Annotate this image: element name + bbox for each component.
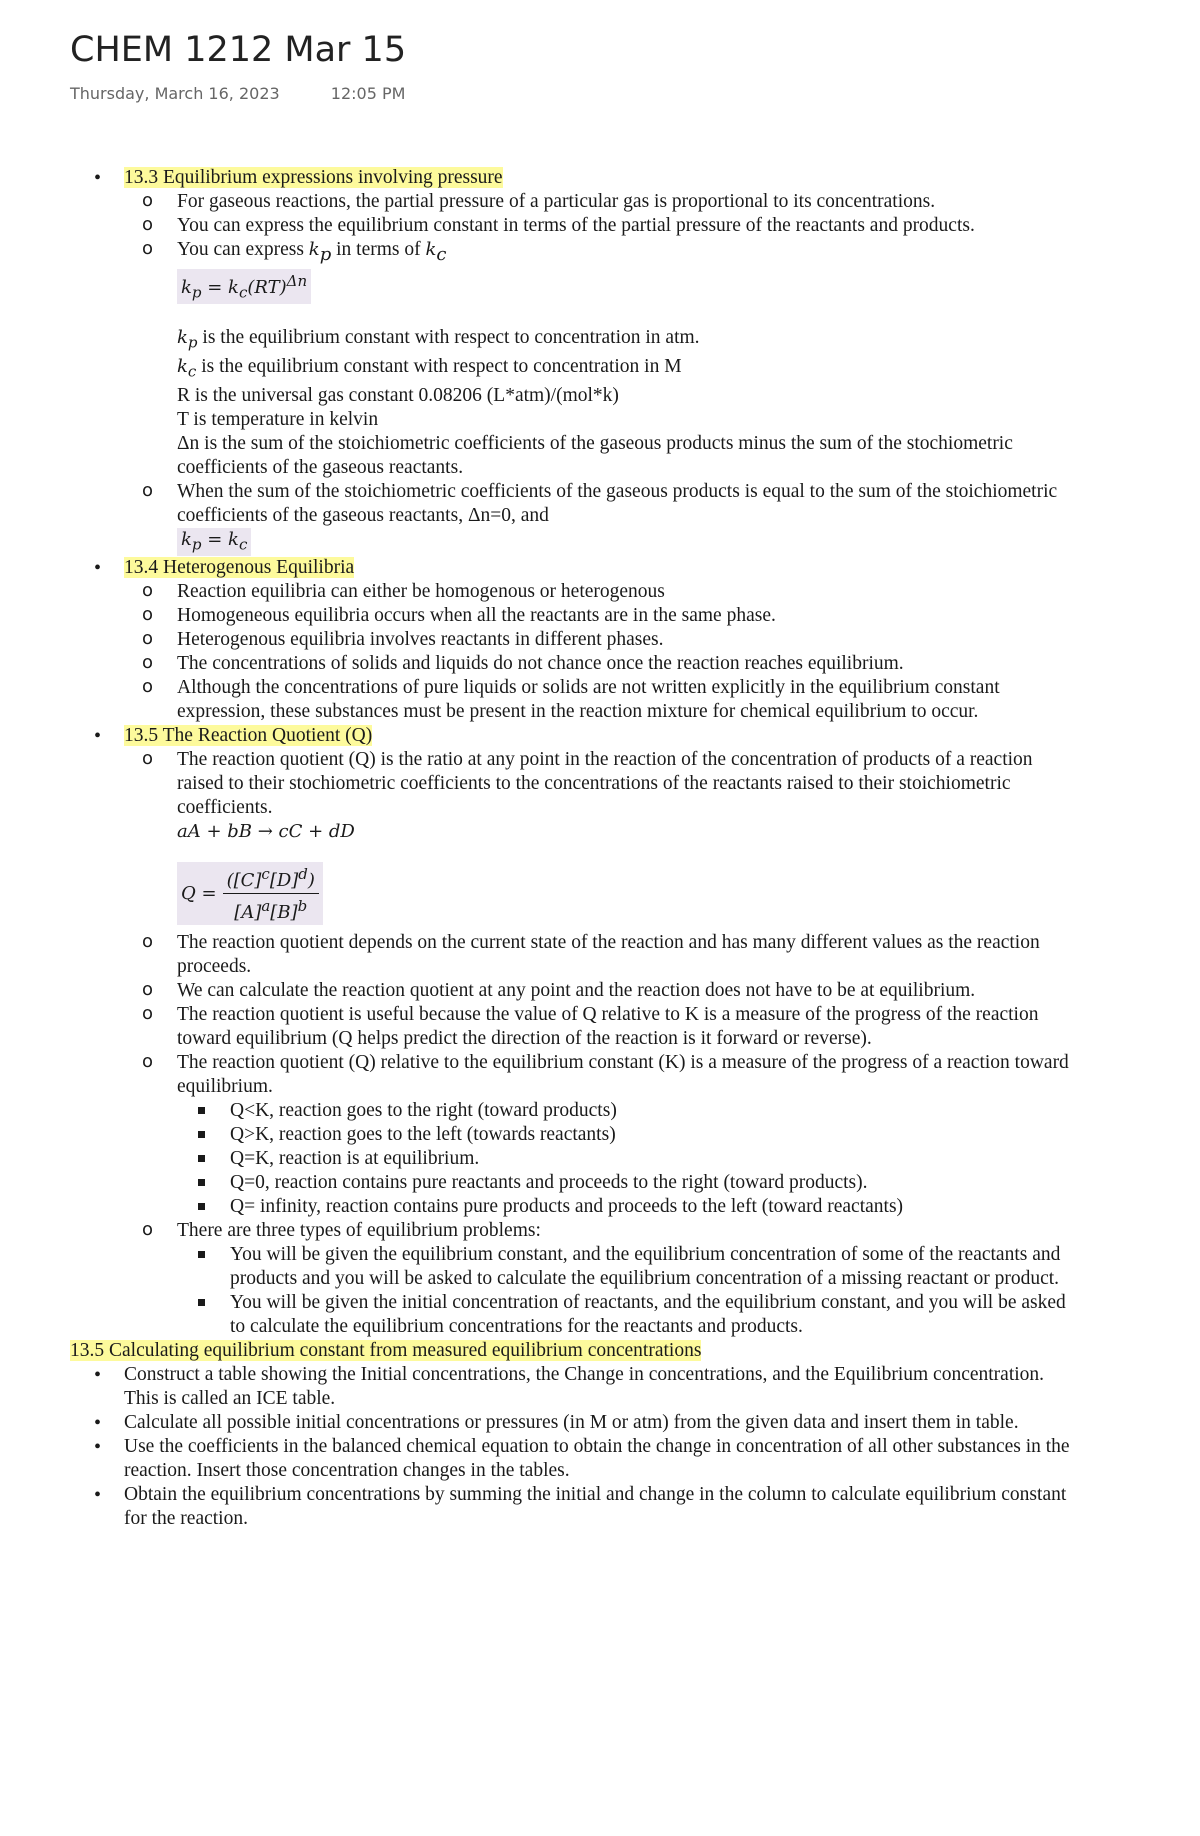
note-date: Thursday, March 16, 2023	[70, 84, 280, 103]
section-heading: 13.3 Equilibrium expressions involving pressure	[124, 167, 503, 188]
section-13-4	[124, 556, 1080, 724]
note-body	[70, 166, 1080, 1531]
reaction-equation: aA + bB → cC + dD	[177, 821, 355, 843]
list-item: o Reaction equilibria can either be homogenous or heterogenous	[177, 580, 1080, 604]
list-item: o Heterogenous equilibria involves reactants in different phases.	[177, 628, 1080, 652]
list-item: o We can calculate the reaction quotient at any point and the reaction does not have to be at equilibrium.	[177, 979, 1080, 1003]
sublist	[177, 1243, 1080, 1339]
list-item: Q= infinity, reaction contains pure products and proceeds to the left (toward reactants)	[230, 1195, 1080, 1219]
note-meta	[70, 84, 405, 103]
list-item: • Construct a table showing the Initial concentrations, the Change in concentrations, and the Equilibrium concentration. This is called an ICE table.	[124, 1363, 1080, 1411]
sublist	[124, 190, 1080, 556]
page-title: CHEM 1212 Mar 15	[70, 30, 407, 70]
section-13-5-calc	[70, 1339, 1080, 1363]
section-13-5	[124, 724, 1080, 1339]
sublist	[124, 748, 1080, 1339]
equation-kp-kc: $k_p = k_c(RT)^{\Delta n}$	[177, 269, 311, 305]
list-item: o Homogeneous equilibria occurs when all the reactants are in the same phase.	[177, 604, 1080, 628]
note-time: 12:05 PM	[330, 84, 406, 103]
list-item: • Obtain the equilibrium concentrations by summing the initial and change in the column to calculate equilibrium constant for the reaction.	[124, 1483, 1080, 1531]
list-item: Q=K, reaction is at equilibrium.	[230, 1147, 1080, 1171]
section-heading: 13.5 Calculating equilibrium constant from measured equilibrium concentrations	[70, 1340, 702, 1362]
section-heading: 13.5 The Reaction Quotient (Q)	[124, 725, 373, 747]
list-item: o For gaseous reactions, the partial pressure of a particular gas is proportional to its concentrations.	[177, 190, 1080, 214]
list-item: o Although the concentrations of pure liquids or solids are not written explicitly in the equilibrium constant expression, these substances must be present in the reaction mixture for chemical equilibrium to occur.	[177, 676, 1080, 724]
list-item: You will be given the initial concentration of reactants, and the equilibrium constant, and you will be asked to calculate the equilibrium concentrations for the reactants and products.	[230, 1291, 1080, 1339]
list-item: o When the sum of the stoichiometric coefficients of the gaseous products is equal to the sum of the stoichiometric coefficients of the gaseous reactants, Δn=0, and $k_p = k_c$	[177, 480, 1080, 557]
sublist	[124, 580, 1080, 724]
top-list	[70, 166, 1080, 1339]
list-item: o The reaction quotient depends on the current state of the reaction and has many different values as the reaction proceeds.	[177, 931, 1080, 979]
list-item: o The concentrations of solids and liquids do not chance once the reaction reaches equilibrium.	[177, 652, 1080, 676]
list-item: Q=0, reaction contains pure reactants and proceeds to the right (toward products).	[230, 1171, 1080, 1195]
list-item: Q>K, reaction goes to the left (towards reactants)	[230, 1123, 1080, 1147]
calc-list	[70, 1363, 1080, 1531]
list-item: You will be given the equilibrium constant, and the equilibrium concentration of some of the reactants and products and you will be asked to calculate the equilibrium concentration of a missing reactant or product.	[230, 1243, 1080, 1291]
list-item: o The reaction quotient is useful because the value of Q relative to K is a measure of the progress of the reaction toward equilibrium (Q helps predict the direction of the reaction is it forward or reverse).	[177, 1003, 1080, 1051]
list-item: o You can express the equilibrium constant in terms of the partial pressure of the reactants and products.	[177, 214, 1080, 238]
list-item: o The reaction quotient (Q) is the ratio at any point in the reaction of the concentration of products of a reaction raised to their stochiometric coefficients to the concentrations of the reactants raised to their stoichiometric coefficients. aA + bB → cC + dD Q = $\frac{([C]^c[D]^d)}{[A]^a[B]^b}$	[177, 748, 1080, 931]
q-equation: Q = $\frac{([C]^c[D]^d)}{[A]^a[B]^b}$	[177, 862, 323, 925]
list-item: Q<K, reaction goes to the right (toward products)	[230, 1099, 1080, 1123]
list-item: • Calculate all possible initial concentrations or pressures (in M or atm) from the given data and insert them in table.	[124, 1411, 1080, 1435]
list-item: o You can express $k_p$ in terms of $k_c$ $k_p = k_c(RT)^{\Delta n}$ $k_p$ is the equilibrium constant with respect to concentration in atm. $k_c$ is the equilibrium constant with respect to concentration in M R is the universal gas constant 0.08206 (L*atm)/(mol*k) T is temperature in kelvin Δn is the sum of the stoichiometric coefficients of the gaseous products minus the sum of the stochiometric coefficients of the gaseous reactants.	[177, 238, 1080, 480]
list-item: • Use the coefficients in the balanced chemical equation to obtain the change in concentration of all other substances in the reaction. Insert those concentration changes in the tables.	[124, 1435, 1080, 1483]
section-13-3	[124, 166, 1080, 556]
list-item: o There are three types of equilibrium problems: You will be given the equilibrium constant, and the equilibrium concentration of some of the reactants and products and you will be asked to calculate the equilibrium concentration of a missing reactant or product. You will be given the initial concentration of reactants, and the equilibrium constant, and you will be asked to calculate the equilibrium concentrations for the reactants and products.	[177, 1219, 1080, 1339]
definitions: $k_p$ is the equilibrium constant with respect to concentration in atm. $k_c$ is the equilibrium constant with respect to concentration in M R is the universal gas constant 0.08206 (L*atm)/(mol*k) T is temperature in kelvin Δn is the sum of the stoichiometric coefficients of the gaseous products minus the sum of the stochiometric coefficients of the gaseous reactants.	[177, 327, 1013, 478]
equation-kp-equals-kc: $k_p = k_c$	[177, 528, 251, 557]
sublist	[177, 1099, 1080, 1219]
list-item: o The reaction quotient (Q) relative to the equilibrium constant (K) is a measure of the progress of a reaction toward equilibrium. Q<K, reaction goes to the right (toward products) Q>K, reaction goes to the left (towards reactants) Q=K, reaction is at equilibrium. Q=0, reaction contains pure reactants and proceeds to the right (toward products). Q= infinity, reaction contains pure products and proceeds to the left (toward reactants)	[177, 1051, 1080, 1219]
section-heading: 13.4 Heterogenous Equilibria	[124, 557, 355, 579]
